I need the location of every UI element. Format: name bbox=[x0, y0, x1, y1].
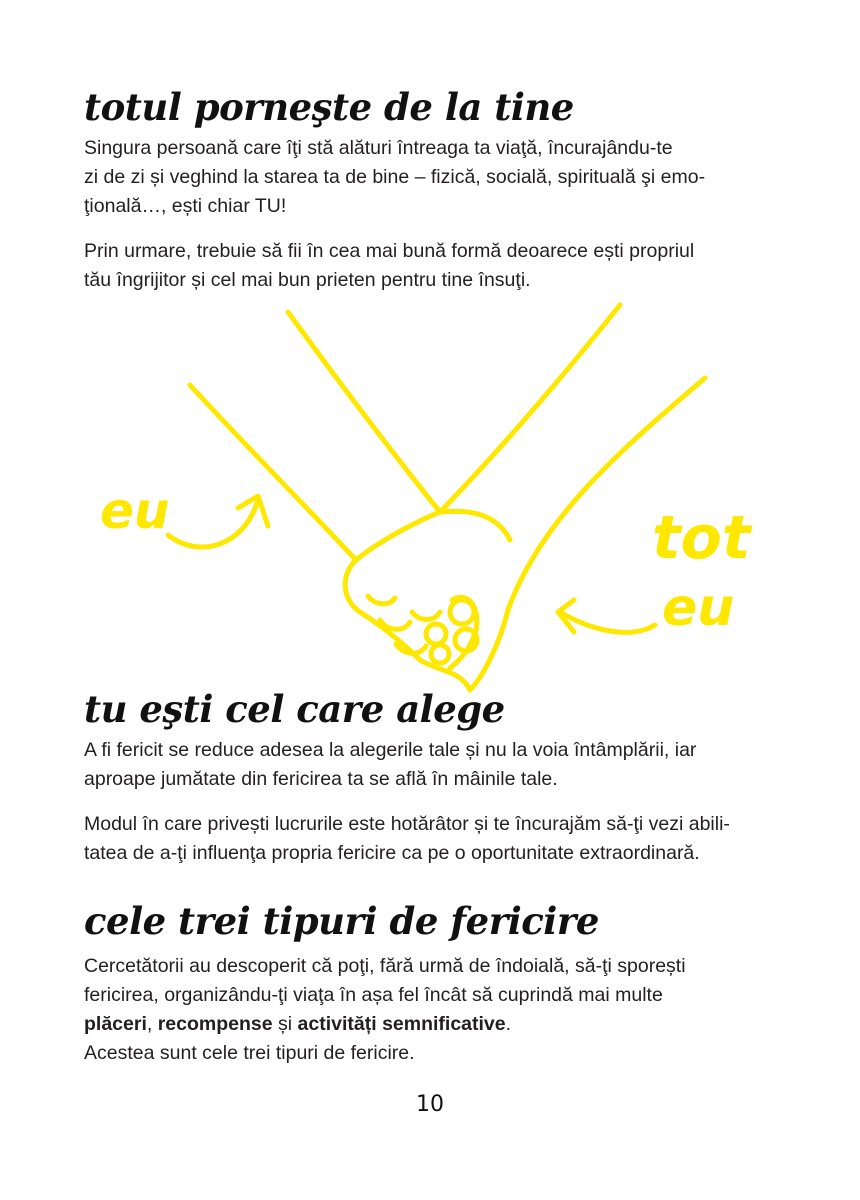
finger-1 bbox=[368, 596, 395, 604]
label-eu-right: eu bbox=[662, 578, 735, 638]
section-self bbox=[84, 84, 784, 295]
text-line: tău îngrijitor și cel mai bun prieten pentru tine însuţi. bbox=[84, 269, 531, 291]
paragraph-choice-2 bbox=[84, 810, 784, 868]
page-number: 10 bbox=[416, 1092, 444, 1117]
text-line: Modul în care privești lucrurile este hotărâtor și te încurajăm să-ţi vezi abili- bbox=[84, 813, 730, 835]
heading-self: totul porneşte de la tine bbox=[84, 85, 574, 129]
holding-hands-illustration bbox=[0, 290, 860, 710]
text-line: A fi fericit se reduce adesea la alegerile tale și nu la voia întâmplării, iar bbox=[84, 739, 697, 761]
paragraph-self-2 bbox=[84, 237, 784, 295]
term-rewards: recompense bbox=[157, 1013, 273, 1035]
wrist-line bbox=[356, 511, 510, 560]
text-line: aproape jumătate din fericirea ta se află în mâinile tale. bbox=[84, 768, 558, 790]
knuckle-1 bbox=[426, 624, 446, 644]
arrow-left-curve bbox=[168, 500, 258, 547]
text-line: ţională…, ești chiar TU! bbox=[84, 195, 287, 217]
text-line: tatea de a-ţi influenţa propria fericire ca pe o oportunitate extraordinară. bbox=[84, 842, 700, 864]
term-pleasures: plăceri bbox=[84, 1013, 147, 1035]
text-line: fericirea, organizându-ţi viaţa în așa fel încât să cuprindă mai multe bbox=[84, 984, 663, 1006]
label-tot: tot bbox=[652, 503, 751, 573]
paragraph-happiness bbox=[84, 952, 784, 1068]
text-line: Prin urmare, trebuie să fii în cea mai bună formă deoarece ești propriul bbox=[84, 240, 695, 262]
text-line: Acestea sunt cele trei tipuri de fericire. bbox=[84, 1042, 415, 1064]
knuckle-2 bbox=[431, 645, 449, 663]
finger-4 bbox=[412, 612, 440, 620]
heading-choice: tu eşti cel care alege bbox=[84, 687, 505, 731]
section-choice bbox=[84, 686, 784, 868]
finger-2 bbox=[380, 620, 410, 629]
text-line bbox=[84, 1010, 784, 1039]
period: . bbox=[505, 1013, 512, 1035]
separator: și bbox=[272, 1013, 298, 1035]
label-eu-left: eu bbox=[100, 482, 170, 540]
heading-happiness-types: cele trei tipuri de fericire bbox=[84, 899, 599, 943]
term-meaningful-activities: activități semnificative bbox=[297, 1013, 506, 1035]
text-line: Cercetătorii au descoperit că poţi, fără urmă de îndoială, să-ţi sporești bbox=[84, 955, 686, 977]
separator: , bbox=[146, 1013, 158, 1035]
paragraph-choice-1 bbox=[84, 736, 784, 794]
paragraph-self-1 bbox=[84, 134, 784, 221]
thumb bbox=[450, 597, 477, 668]
text-line: Singura persoană care îţi stă alături întreaga ta viaţă, încurajându-te bbox=[84, 137, 673, 159]
text-line: zi de zi și veghind la starea ta de bine – fizică, socială, spirituală şi emo- bbox=[84, 166, 706, 188]
section-happiness-types bbox=[84, 898, 784, 1068]
left-arm-inner bbox=[288, 312, 440, 512]
left-arm-outer bbox=[190, 385, 356, 560]
